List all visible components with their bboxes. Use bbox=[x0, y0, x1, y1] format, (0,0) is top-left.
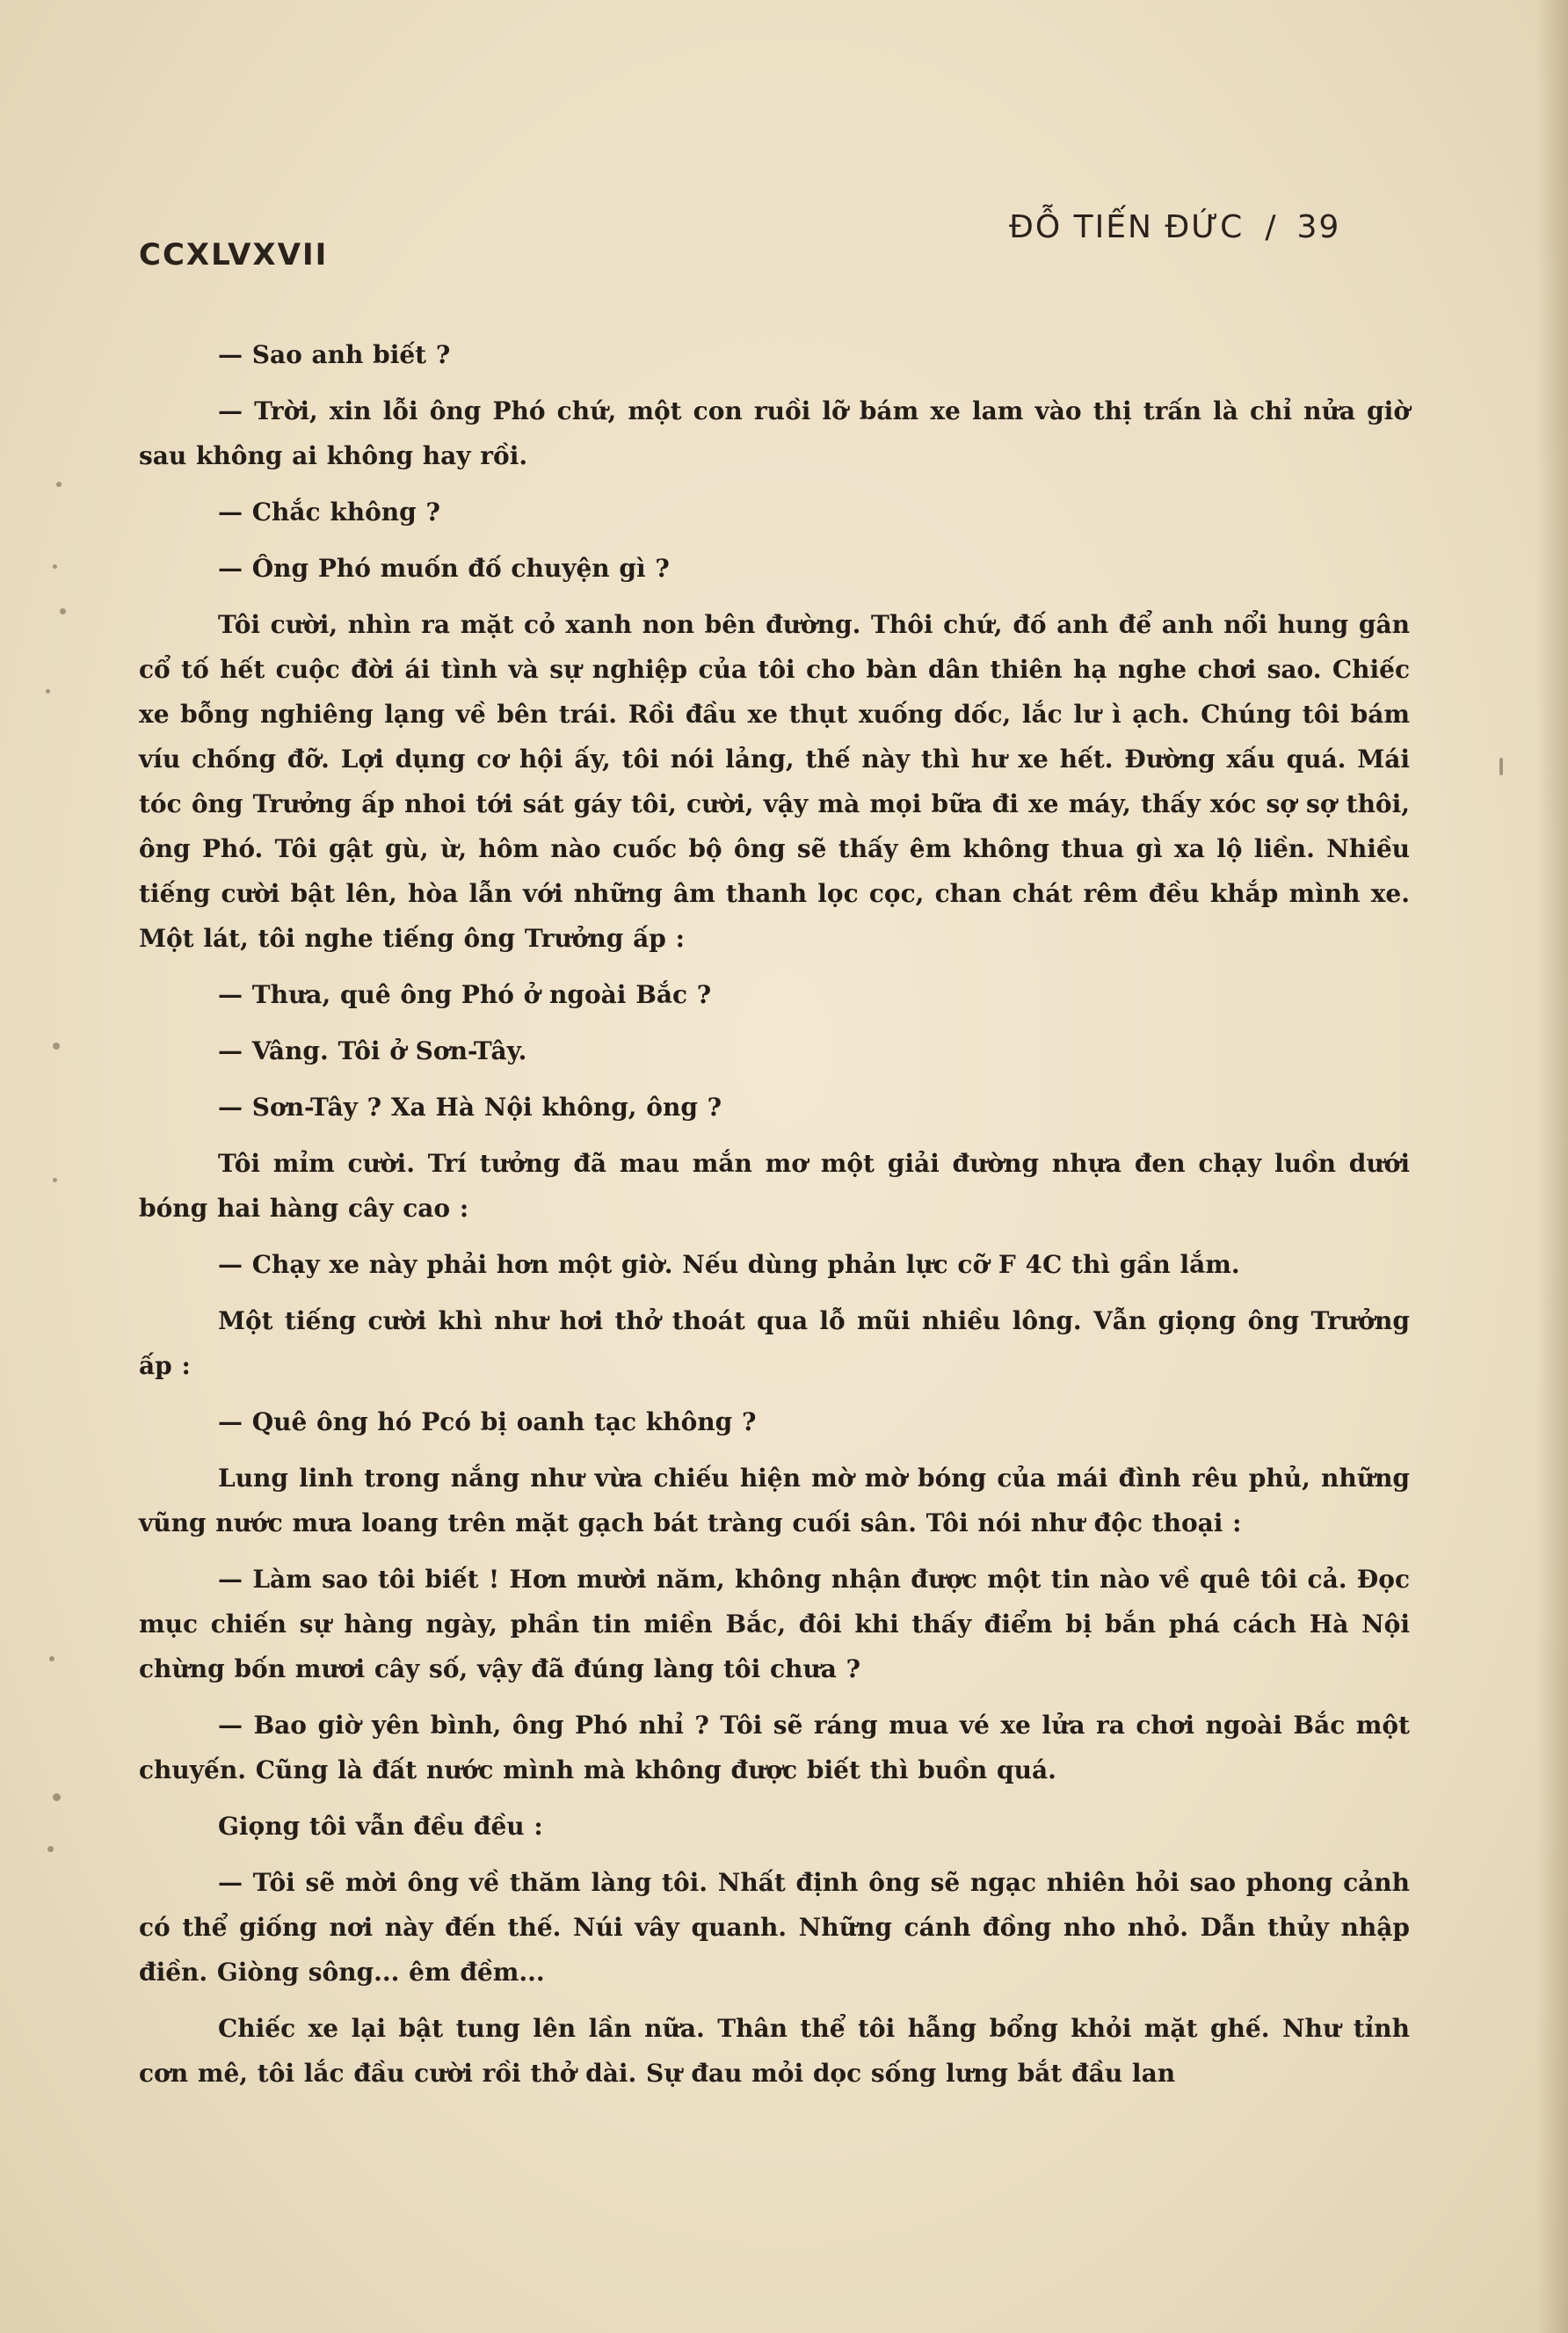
paragraph: — Thưa, quê ông Phó ở ngoài Bắc ? bbox=[218, 980, 712, 1009]
paragraph: Tôi mỉm cười. Trí tưởng đã mau mắn mơ một giải đường nhựa đen chạy luồn dưới bóng hai hàng cây cao : bbox=[139, 1149, 1410, 1223]
paragraph: — Vâng. Tôi ở Sơn-Tây. bbox=[218, 1036, 527, 1065]
paragraph: — Tôi sẽ mời ông về thăm làng tôi. Nhất định ông sẽ ngạc nhiên hỏi sao phong cảnh có thể giống nơi này đến thế. Núi vây quanh. Những cánh đồng nho nhỏ. Dẫn thủy nhập điền. Giòng sông... êm đềm... bbox=[139, 1868, 1410, 1987]
header-left-code: CCXLVXVII bbox=[139, 237, 329, 273]
paragraph: — Ông Phó muốn đố chuyện gì ? bbox=[218, 554, 670, 583]
paragraph: — Sơn-Tây ? Xa Hà Nội không, ông ? bbox=[218, 1093, 722, 1122]
header-separator: / bbox=[1265, 209, 1278, 245]
body-text bbox=[139, 332, 1410, 2107]
paragraph: — Bao giờ yên bình, ông Phó nhỉ ? Tôi sẽ ráng mua vé xe lửa ra chơi ngoài Bắc một chuyến. Cũng là đất nước mình mà không được biết thì buồn quá. bbox=[139, 1711, 1410, 1784]
page-edge-shadow bbox=[1536, 0, 1568, 2333]
paragraph: Tôi cười, nhìn ra mặt cỏ xanh non bên đường. Thôi chứ, đố anh để anh nổi hung gân cổ tố hết cuộc đời ái tình và sự nghiệp của tôi cho bàn dân thiên hạ nghe chơi sao. Chiếc xe bỗng nghiêng lạng về bên trái. Rồi đầu xe thụt xuống dốc, lắc lư ì ạch. Chúng tôi bám víu chống đỡ. Lợi dụng cơ hội ấy, tôi nói lảng, thế này thì hư xe hết. Đường xấu quá. Mái tóc ông Trưởng ấp nhoi tới sát gáy tôi, cười, vậy mà mọi bữa đi xe máy, thấy xóc sợ sợ thôi, ông Phó. Tôi gật gù, ừ, hôm nào cuốc bộ ông sẽ thấy êm không thua gì xa lộ liền. Nhiều tiếng cười bật lên, hòa lẫn với những âm thanh lọc cọc, chan chát rêm đều khắp mình xe. Một lát, tôi nghe tiếng ông Trưởng ấp : bbox=[139, 610, 1410, 953]
paragraph: Giọng tôi vẫn đều đều : bbox=[218, 1812, 543, 1841]
paragraph: — Trời, xin lỗi ông Phó chứ, một con ruồi lỡ bám xe lam vào thị trấn là chỉ nửa giờ sau không ai không hay rồi. bbox=[139, 396, 1410, 470]
running-header bbox=[1009, 209, 1340, 245]
paragraph: — Quê ông hó Pcó bị oanh tạc không ? bbox=[218, 1407, 757, 1436]
paragraph: Chiếc xe lại bật tung lên lần nữa. Thân thể tôi hẫng bổng khỏi mặt ghế. Như tỉnh cơn mê, tôi lắc đầu cười rồi thở dài. Sự đau mỏi dọc sống lưng bắt đầu lan bbox=[139, 2014, 1410, 2088]
paragraph: — Làm sao tôi biết ! Hơn mười năm, không nhận được một tin nào về quê tôi cả. Đọc mục chiến sự hàng ngày, phần tin miền Bắc, đôi khi thấy điểm bị bắn phá cách Hà Nội chừng bốn mươi cây số, vậy đã đúng làng tôi chưa ? bbox=[139, 1565, 1410, 1683]
paragraph: — Chạy xe này phải hơn một giờ. Nếu dùng phản lực cỡ F 4C thì gần lắm. bbox=[218, 1250, 1240, 1279]
paragraph: — Sao anh biết ? bbox=[218, 340, 451, 369]
paragraph: Lung linh trong nắng như vừa chiếu hiện mờ mờ bóng của mái đình rêu phủ, những vũng nước mưa loang trên mặt gạch bát tràng cuối sân. Tôi nói như độc thoại : bbox=[139, 1464, 1410, 1537]
author-name: ĐỖ TIẾN ĐỨC bbox=[1009, 209, 1245, 245]
paragraph: — Chắc không ? bbox=[218, 498, 440, 527]
page-number: 39 bbox=[1296, 209, 1341, 245]
paragraph: Một tiếng cười khì như hơi thở thoát qua lỗ mũi nhiều lông. Vẫn giọng ông Trưởng ấp : bbox=[139, 1306, 1410, 1380]
